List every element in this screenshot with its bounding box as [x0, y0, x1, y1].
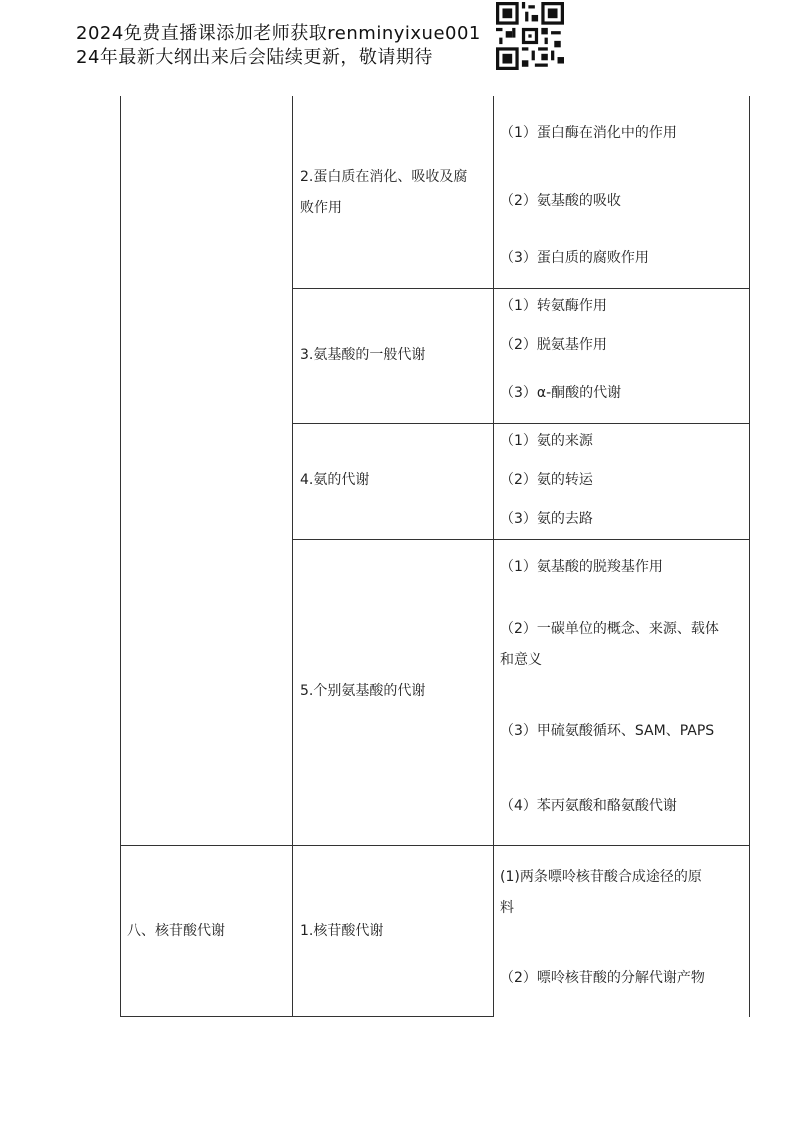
topic-line: 1.核苷酸代谢	[300, 923, 384, 939]
subtopic-item: （1）氨的来源	[500, 433, 593, 449]
topic-line: 5.个别氨基酸的代谢	[300, 683, 426, 699]
subtopic-item: （2）一碳单位的概念、来源、载体	[500, 621, 719, 637]
subtopic-item: （2）氨的转运	[500, 472, 593, 488]
qr-code-icon	[496, 2, 564, 70]
header-line-2: 24年最新大纲出来后会陆续更新，敬请期待	[76, 47, 433, 68]
topic-line: 2.蛋白质在消化、吸收及腐	[300, 169, 468, 185]
subtopic-item: （1）氨基酸的脱羧基作用	[500, 559, 663, 575]
subtopic-item: （1）蛋白酶在消化中的作用	[500, 125, 677, 141]
subtopic-item: （3）氨的去路	[500, 511, 593, 527]
header-line-1: 2024免费直播课添加老师获取renminyixue001	[76, 23, 481, 44]
page-header	[76, 22, 481, 70]
subtopic-item: （3）蛋白质的腐败作用	[500, 250, 649, 266]
topic-line: 4.氨的代谢	[300, 472, 370, 488]
topic-line: 败作用	[300, 200, 342, 216]
subtopic-item: （1）转氨酶作用	[500, 298, 607, 314]
topic-line: 3.氨基酸的一般代谢	[300, 347, 426, 363]
subtopic-item: （2）脱氨基作用	[500, 337, 607, 353]
subtopic-item: (1)两条嘌呤核苷酸合成途径的原	[500, 869, 702, 885]
subtopic-item: （3）甲硫氨酸循环、SAM、PAPS	[500, 723, 715, 739]
subtopic-item: （2）嘌呤核苷酸的分解代谢产物	[500, 970, 705, 986]
subtopic-item: 和意义	[500, 652, 542, 668]
subtopic-item: 料	[500, 900, 514, 916]
subtopic-item: （3）α-酮酸的代谢	[500, 385, 622, 401]
subtopic-item: （4）苯丙氨酸和酪氨酸代谢	[500, 798, 677, 814]
subtopic-item: （2）氨基酸的吸收	[500, 193, 621, 209]
section-title: 八、核苷酸代谢	[127, 923, 225, 939]
